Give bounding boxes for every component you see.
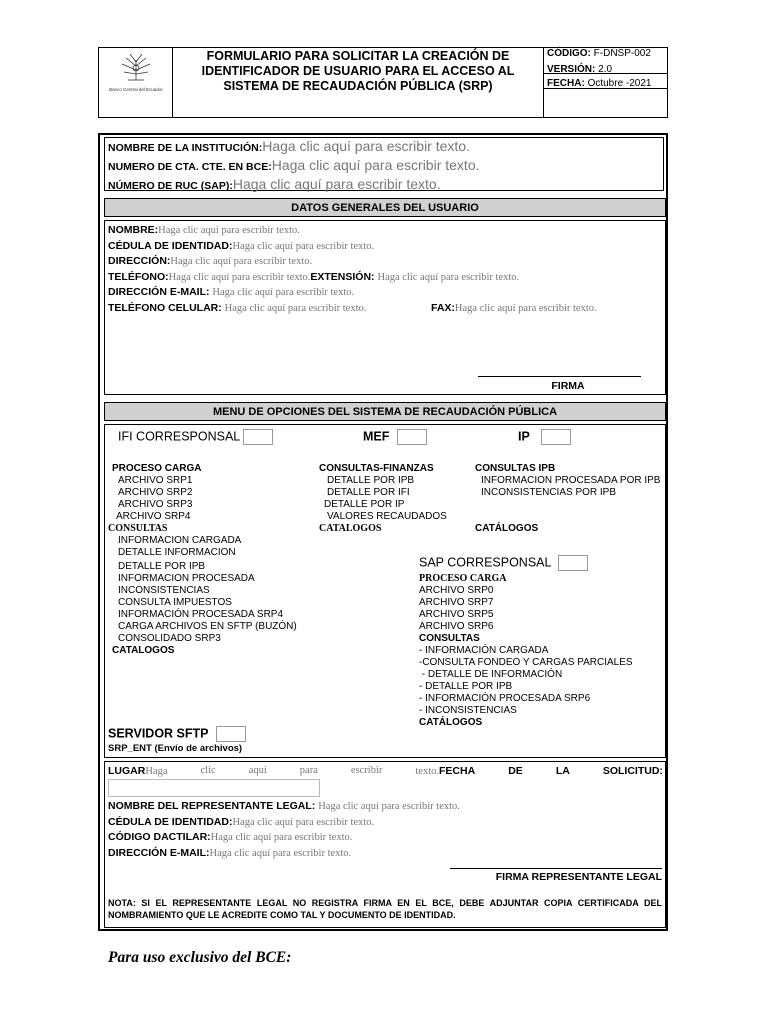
rep-dactilar-input[interactable]: Haga clic aquí para escribir texto. [210, 832, 353, 844]
cedula-input[interactable]: Haga clic aquí para escribir texto. [232, 240, 375, 252]
ifi-item: CONSULTAS [108, 523, 168, 534]
email-input[interactable]: Haga clic aquí para escribir texto. [212, 287, 355, 299]
menu-header: MENU DE OPCIONES DEL SISTEMA DE RECAUDACIÓN PÚBLICA [104, 402, 666, 421]
ruc-input[interactable]: Haga clic aquí para escribir texto. [232, 176, 441, 192]
institution-section [108, 138, 663, 195]
rep-email-input[interactable]: Haga clic aquí para escribir texto. [209, 847, 352, 859]
sap-item: ARCHIVO SRP6 [419, 621, 494, 632]
ifi-header: IFI CORRESPONSAL [118, 429, 273, 445]
institucion-input[interactable]: Haga clic aquí para escribir texto. [262, 138, 470, 154]
sap-item: ARCHIVO SRP7 [419, 597, 494, 608]
ifi-item: ARCHIVO SRP2 [118, 487, 193, 498]
datos-generales-header: DATOS GENERALES DEL USUARIO [104, 198, 666, 217]
mef-item: DETALLE POR IPB [327, 475, 415, 486]
ip-options [475, 463, 665, 535]
sap-item: - DETALLE POR IPB [419, 681, 513, 692]
sap-item: - INCONSISTENCIAS [419, 705, 517, 716]
rep-nombre-input[interactable]: Haga clic aquí para escribir texto. [318, 801, 460, 812]
mef-header: MEF [363, 429, 427, 445]
mef-item: CATALOGOS [319, 523, 382, 534]
mef-item: CONSULTAS-FINANZAS [319, 463, 434, 474]
extension-input[interactable]: Haga clic aquí para escribir texto. [377, 271, 520, 283]
sap-item: - INFORMACIÓN PROCESADA SRP6 [419, 693, 591, 704]
doc-meta [547, 48, 665, 90]
ifi-options [108, 463, 338, 657]
rep-cedula-input[interactable]: Haga clic aquí para escribir texto. [232, 816, 375, 828]
sap-item: CATÁLOGOS [419, 717, 483, 728]
ifi-item: CONSOLIDADO SRP3 [118, 633, 221, 644]
ifi-item: DETALLE INFORMACION [118, 547, 236, 558]
ip-item: INCONSISTENCIAS POR IPB [481, 487, 617, 498]
footer-uso-exclusivo: Para uso exclusivo del BCE: [108, 949, 292, 966]
fecha: FECHA: Octubre -2021 [547, 78, 652, 89]
celular-input[interactable]: Haga clic aquí para escribir texto. [224, 302, 367, 314]
ifi-item: DETALLE POR IPB [118, 561, 206, 572]
sap-item: - DETALLE DE INFORMACIÓN [419, 669, 563, 680]
telefono-row[interactable]: TELÉFONO:Haga clic aquí para escribir texto.EXTENSIÓN: Haga clic aquí para escribir texto. [108, 270, 520, 283]
ifi-item: PROCESO CARGA [112, 463, 202, 474]
representante-fields [108, 799, 663, 861]
celular-row[interactable]: TELÉFONO CELULAR: Haga clic aquí para escribir texto. FAX:Haga clic aquí para escribir texto. [108, 301, 663, 317]
ifi-checkbox[interactable] [243, 429, 273, 445]
codigo: CÓDIGO: F-DNSP-002 [547, 48, 651, 59]
ifi-item: ARCHIVO SRP4 [116, 511, 191, 522]
sap-item: ARCHIVO SRP5 [419, 609, 494, 620]
ifi-item: CARGA ARCHIVOS EN SFTP (BUZÓN) [118, 621, 297, 632]
rep-cedula-row[interactable]: CÉDULA DE IDENTIDAD:Haga clic aquí para escribir texto. [108, 815, 375, 828]
ifi-item: ARCHIVO SRP1 [118, 475, 193, 486]
firma-label: FIRMA [551, 380, 585, 392]
ifi-item: CONSULTA IMPUESTOS [118, 597, 232, 608]
ifi-item: CATALOGOS [112, 645, 175, 656]
mef-options [319, 463, 469, 535]
sap-checkbox[interactable] [558, 555, 588, 571]
cedula-row[interactable]: CÉDULA DE IDENTIDAD:Haga clic aquí para escribir texto. [108, 239, 375, 252]
ip-item: CONSULTAS IPB [475, 463, 556, 474]
mef-item: DETALLE POR IP [324, 499, 405, 510]
mef-checkbox[interactable] [397, 429, 427, 445]
nota-text: NOTA: SI EL REPRESENTANTE LEGAL NO REGISTRA FIRMA EN EL BCE, DEBE ADJUNTAR COPIA CERTIFICADA DEL NOMBRAMIENTO QUE LE ACREDITE COMO TAL Y DOCUMENTO DE IDENTIDAD. [108, 898, 662, 920]
firma-line [478, 376, 641, 377]
fax-row[interactable]: FAX:Haga clic aquí para escribir texto. [431, 301, 597, 314]
sap-item: - INFORMACIÓN CARGADA [419, 645, 549, 656]
nombre-row[interactable]: NOMBRE:Haga clic aquí para escribir texto. [108, 224, 300, 236]
sftp-checkbox[interactable] [216, 726, 246, 742]
direccion-input[interactable]: Haga clic aquí para escribir texto. [170, 256, 313, 268]
mef-item: VALORES RECAUDADOS [327, 511, 447, 522]
fax-input[interactable]: Haga clic aquí para escribir texto. [454, 302, 597, 314]
nombre-input[interactable]: Haga clic aquí para escribir texto. [158, 225, 300, 236]
cuenta-row[interactable]: NUMERO DE CTA. CTE. EN BCE:Haga clic aquí para escribir texto. [108, 157, 480, 173]
ruc-row[interactable]: NÚMERO DE RUC (SAP):Haga clic aquí para escribir texto. [108, 176, 441, 192]
ip-item: INFORMACION PROCESADA POR IPB [481, 475, 661, 486]
ifi-item: INCONSISTENCIAS [118, 585, 210, 596]
fecha-solicitud-input[interactable] [108, 779, 320, 797]
ip-checkbox[interactable] [541, 429, 571, 445]
direccion-row[interactable]: DIRECCIÓN:Haga clic aquí para escribir texto. [108, 255, 313, 268]
cuenta-input[interactable]: Haga clic aquí para escribir texto. [271, 157, 480, 173]
sap-options [419, 573, 664, 729]
ip-header: IP [518, 429, 571, 445]
lugar-fecha-row[interactable]: LUGARHaga clic aquí para escribir texto.FECHA DE LA SOLICITUD: [108, 765, 663, 777]
sap-item: PROCESO CARGA [419, 573, 507, 584]
sftp-sub: SRP_ENT (Envío de archivos) [108, 743, 243, 754]
sap-header: SAP CORRESPONSAL [419, 555, 588, 571]
ifi-item: ARCHIVO SRP3 [118, 499, 193, 510]
firma-representante-line [450, 868, 662, 869]
mef-item: DETALLE POR IFI [327, 487, 410, 498]
rep-dactilar-row[interactable]: CÓDIGO DACTILAR:Haga clic aquí para escribir texto. [108, 831, 353, 844]
version: VERSIÓN: 2.0 [547, 63, 613, 75]
ifi-item: INFORMACION PROCESADA [118, 573, 255, 584]
datos-generales-fields [108, 223, 663, 317]
sftp-header: SERVIDOR SFTP [108, 726, 246, 742]
rep-email-row[interactable]: DIRECCIÓN E-MAIL:Haga clic aquí para escribir texto. [108, 846, 352, 859]
form-title: FORMULARIO PARA SOLICITAR LA CREACIÓN DE IDENTIFICADOR DE USUARIO PARA EL ACCESO AL SISTEMA DE RECAUDACIÓN PÚBLICA (SRP) [201, 49, 515, 93]
sap-item: -CONSULTA FONDEO Y CARGAS PARCIALES [419, 657, 633, 668]
rep-nombre-row[interactable]: NOMBRE DEL REPRESENTANTE LEGAL: Haga clic aquí para escribir texto. [108, 800, 460, 812]
ip-item: CATÁLOGOS [475, 523, 539, 534]
institucion-row[interactable]: NOMBRE DE LA INSTITUCIÓN:Haga clic aquí para escribir texto. [108, 138, 470, 154]
telefono-input[interactable]: Haga clic aquí para escribir texto. [168, 271, 311, 283]
bce-logo-text: Banco Central del Ecuador [109, 87, 163, 92]
firma-representante-label: FIRMA REPRESENTANTE LEGAL [495, 871, 662, 883]
lugar-input[interactable]: Haga [145, 766, 168, 777]
email-row[interactable]: DIRECCIÓN E-MAIL: Haga clic aquí para escribir texto. [108, 286, 355, 299]
ifi-item: INFORMACION CARGADA [118, 535, 242, 546]
ifi-item: INFORMACIÓN PROCESADA SRP4 [118, 609, 284, 620]
sap-item: CONSULTAS [419, 633, 480, 644]
sap-item: ARCHIVO SRP0 [419, 585, 494, 596]
